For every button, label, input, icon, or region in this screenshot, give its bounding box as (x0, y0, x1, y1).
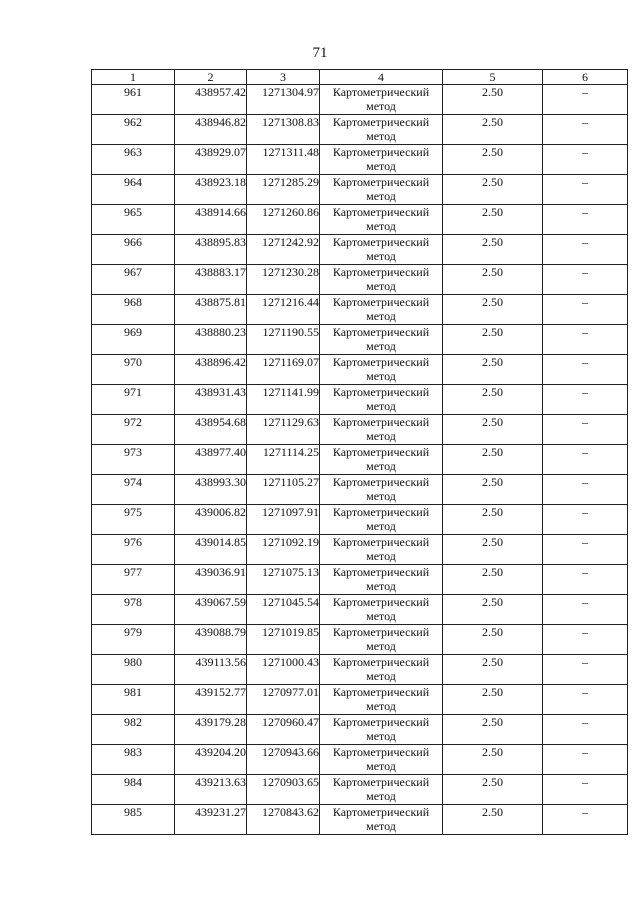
method-line-1: Картометрический (332, 805, 430, 819)
error-value: 2.50 (443, 625, 543, 655)
error-value: 2.50 (443, 235, 543, 265)
extra-value: – (543, 775, 628, 805)
point-number: 975 (92, 505, 175, 535)
coordinate-x: 439014.85 (175, 535, 247, 565)
method-line-2: метод (366, 579, 396, 593)
point-number: 970 (92, 355, 175, 385)
coordinate-x: 438957.42 (175, 85, 247, 115)
method-cell (320, 655, 443, 685)
extra-value: – (543, 145, 628, 175)
coordinate-y: 1271075.13 (247, 565, 320, 595)
coordinate-y: 1271019.85 (247, 625, 320, 655)
method-line-2: метод (366, 519, 396, 533)
extra-value: – (543, 115, 628, 145)
table-row (92, 595, 628, 625)
table-row (92, 715, 628, 745)
table-row (92, 535, 628, 565)
coordinate-y: 1271000.43 (247, 655, 320, 685)
method-line-1: Картометрический (332, 445, 430, 459)
table-row (92, 655, 628, 685)
method-cell (320, 205, 443, 235)
method-line-1: Картометрический (332, 565, 430, 579)
method-cell (320, 475, 443, 505)
table-row (92, 565, 628, 595)
coordinate-x: 438931.43 (175, 385, 247, 415)
method-line-2: метод (366, 669, 396, 683)
page-number: 71 (312, 45, 328, 61)
table-row (92, 235, 628, 265)
point-number: 964 (92, 175, 175, 205)
point-number: 968 (92, 295, 175, 325)
point-number: 961 (92, 85, 175, 115)
extra-value: – (543, 595, 628, 625)
coordinate-y: 1271141.99 (247, 385, 320, 415)
coordinate-y: 1271190.55 (247, 325, 320, 355)
method-line-2: метод (366, 609, 396, 623)
method-line-2: метод (366, 759, 396, 773)
method-line-1: Картометрический (332, 625, 430, 639)
method-line-2: метод (366, 339, 396, 353)
method-cell (320, 295, 443, 325)
coordinate-x: 438875.81 (175, 295, 247, 325)
method-line-1: Картометрический (332, 505, 430, 519)
point-number: 978 (92, 595, 175, 625)
coordinate-x: 439113.56 (175, 655, 247, 685)
method-line-2: метод (366, 639, 396, 653)
coordinate-y: 1271114.25 (247, 445, 320, 475)
table-row (92, 205, 628, 235)
method-cell (320, 715, 443, 745)
method-line-1: Картометрический (332, 115, 430, 129)
method-line-2: метод (366, 729, 396, 743)
point-number: 979 (92, 625, 175, 655)
error-value: 2.50 (443, 775, 543, 805)
extra-value: – (543, 85, 628, 115)
method-line-1: Картометрический (332, 355, 430, 369)
method-line-1: Картометрический (332, 235, 430, 249)
coordinate-y: 1270960.47 (247, 715, 320, 745)
method-line-2: метод (366, 699, 396, 713)
extra-value: – (543, 355, 628, 385)
table-row (92, 385, 628, 415)
coordinate-x: 439006.82 (175, 505, 247, 535)
method-line-2: метод (366, 459, 396, 473)
point-number: 965 (92, 205, 175, 235)
table-row (92, 355, 628, 385)
extra-value: – (543, 655, 628, 685)
method-cell (320, 565, 443, 595)
coordinate-x: 439179.28 (175, 715, 247, 745)
coordinate-x: 438954.68 (175, 415, 247, 445)
coordinate-y: 1270843.62 (247, 805, 320, 835)
error-value: 2.50 (443, 655, 543, 685)
extra-value: – (543, 445, 628, 475)
extra-value: – (543, 715, 628, 745)
coordinate-x: 438883.17 (175, 265, 247, 295)
point-number: 972 (92, 415, 175, 445)
method-cell (320, 685, 443, 715)
point-number: 966 (92, 235, 175, 265)
method-line-1: Картометрический (332, 715, 430, 729)
table-row (92, 265, 628, 295)
error-value: 2.50 (443, 475, 543, 505)
point-number: 985 (92, 805, 175, 835)
method-cell (320, 445, 443, 475)
method-line-1: Картометрический (332, 175, 430, 189)
method-cell (320, 145, 443, 175)
error-value: 2.50 (443, 745, 543, 775)
coordinates-table (91, 69, 628, 835)
coordinate-y: 1270903.65 (247, 775, 320, 805)
method-line-1: Картометрический (332, 535, 430, 549)
method-line-2: метод (366, 99, 396, 113)
coordinate-x: 439231.27 (175, 805, 247, 835)
extra-value: – (543, 325, 628, 355)
error-value: 2.50 (443, 505, 543, 535)
column-header-x: 2 (175, 70, 247, 85)
coordinate-x: 438914.66 (175, 205, 247, 235)
table-row (92, 775, 628, 805)
point-number: 971 (92, 385, 175, 415)
error-value: 2.50 (443, 85, 543, 115)
coordinate-x: 438895.83 (175, 235, 247, 265)
coordinate-x: 438929.07 (175, 145, 247, 175)
coordinate-y: 1271169.07 (247, 355, 320, 385)
error-value: 2.50 (443, 175, 543, 205)
coordinate-x: 438993.30 (175, 475, 247, 505)
method-cell (320, 775, 443, 805)
table-row (92, 175, 628, 205)
point-number: 974 (92, 475, 175, 505)
table-row (92, 325, 628, 355)
method-cell (320, 115, 443, 145)
table-row (92, 745, 628, 775)
coordinate-x: 439067.59 (175, 595, 247, 625)
method-cell (320, 235, 443, 265)
column-header-extra: 6 (543, 70, 628, 85)
coordinate-x: 439152.77 (175, 685, 247, 715)
error-value: 2.50 (443, 115, 543, 145)
coordinate-y: 1271216.44 (247, 295, 320, 325)
error-value: 2.50 (443, 385, 543, 415)
method-line-1: Картометрический (332, 685, 430, 699)
extra-value: – (543, 475, 628, 505)
error-value: 2.50 (443, 325, 543, 355)
point-number: 982 (92, 715, 175, 745)
method-line-2: метод (366, 429, 396, 443)
method-line-1: Картометрический (332, 595, 430, 609)
point-number: 980 (92, 655, 175, 685)
extra-value: – (543, 805, 628, 835)
method-cell (320, 805, 443, 835)
method-cell (320, 535, 443, 565)
method-line-1: Картометрический (332, 265, 430, 279)
coordinate-y: 1271304.97 (247, 85, 320, 115)
method-cell (320, 625, 443, 655)
point-number: 976 (92, 535, 175, 565)
error-value: 2.50 (443, 265, 543, 295)
method-cell (320, 85, 443, 115)
coordinate-y: 1271045.54 (247, 595, 320, 625)
method-cell (320, 385, 443, 415)
coordinate-y: 1271311.48 (247, 145, 320, 175)
method-cell (320, 745, 443, 775)
method-cell (320, 325, 443, 355)
coordinate-x: 439204.20 (175, 745, 247, 775)
error-value: 2.50 (443, 685, 543, 715)
extra-value: – (543, 565, 628, 595)
method-line-2: метод (366, 309, 396, 323)
extra-value: – (543, 625, 628, 655)
method-line-2: метод (366, 159, 396, 173)
coordinate-x: 438977.40 (175, 445, 247, 475)
method-line-1: Картометрический (332, 205, 430, 219)
column-header-method: 4 (320, 70, 443, 85)
method-line-2: метод (366, 369, 396, 383)
extra-value: – (543, 685, 628, 715)
error-value: 2.50 (443, 415, 543, 445)
extra-value: – (543, 415, 628, 445)
table-row (92, 805, 628, 835)
coordinate-x: 439088.79 (175, 625, 247, 655)
point-number: 983 (92, 745, 175, 775)
point-number: 981 (92, 685, 175, 715)
method-line-2: метод (366, 549, 396, 563)
coordinate-y: 1271097.91 (247, 505, 320, 535)
table-row (92, 445, 628, 475)
method-line-2: метод (366, 279, 396, 293)
point-number: 984 (92, 775, 175, 805)
extra-value: – (543, 535, 628, 565)
method-line-2: метод (366, 249, 396, 263)
extra-value: – (543, 385, 628, 415)
column-header-error: 5 (443, 70, 543, 85)
coordinate-x: 438896.42 (175, 355, 247, 385)
method-line-1: Картометрический (332, 325, 430, 339)
error-value: 2.50 (443, 565, 543, 595)
point-number: 969 (92, 325, 175, 355)
method-line-1: Картометрический (332, 415, 430, 429)
error-value: 2.50 (443, 595, 543, 625)
method-line-2: метод (366, 399, 396, 413)
error-value: 2.50 (443, 295, 543, 325)
method-line-2: метод (366, 129, 396, 143)
method-cell (320, 415, 443, 445)
point-number: 963 (92, 145, 175, 175)
column-header-y: 3 (247, 70, 320, 85)
coordinate-y: 1271105.27 (247, 475, 320, 505)
method-line-2: метод (366, 789, 396, 803)
table-header-row (92, 70, 628, 85)
extra-value: – (543, 295, 628, 325)
method-line-2: метод (366, 189, 396, 203)
coordinate-y: 1270943.66 (247, 745, 320, 775)
table-row (92, 85, 628, 115)
error-value: 2.50 (443, 805, 543, 835)
method-cell (320, 265, 443, 295)
extra-value: – (543, 175, 628, 205)
coordinate-x: 439213.63 (175, 775, 247, 805)
coordinate-y: 1271230.28 (247, 265, 320, 295)
method-line-2: метод (366, 489, 396, 503)
coordinate-y: 1271092.19 (247, 535, 320, 565)
error-value: 2.50 (443, 715, 543, 745)
method-line-1: Картометрический (332, 655, 430, 669)
coordinate-y: 1271260.86 (247, 205, 320, 235)
coordinate-x: 439036.91 (175, 565, 247, 595)
coordinate-x: 438880.23 (175, 325, 247, 355)
table-row (92, 295, 628, 325)
coordinate-x: 438946.82 (175, 115, 247, 145)
error-value: 2.50 (443, 355, 543, 385)
point-number: 967 (92, 265, 175, 295)
method-line-1: Картометрический (332, 145, 430, 159)
coordinate-y: 1271129.63 (247, 415, 320, 445)
error-value: 2.50 (443, 205, 543, 235)
method-cell (320, 175, 443, 205)
table-row (92, 115, 628, 145)
extra-value: – (543, 505, 628, 535)
point-number: 977 (92, 565, 175, 595)
point-number: 962 (92, 115, 175, 145)
coordinate-y: 1270977.01 (247, 685, 320, 715)
extra-value: – (543, 745, 628, 775)
method-line-2: метод (366, 819, 396, 833)
method-line-2: метод (366, 219, 396, 233)
coordinate-y: 1271242.92 (247, 235, 320, 265)
error-value: 2.50 (443, 145, 543, 175)
extra-value: – (543, 205, 628, 235)
table-row (92, 625, 628, 655)
extra-value: – (543, 265, 628, 295)
method-line-1: Картометрический (332, 475, 430, 489)
coordinate-y: 1271308.83 (247, 115, 320, 145)
method-cell (320, 505, 443, 535)
point-number: 973 (92, 445, 175, 475)
table-row (92, 685, 628, 715)
coordinate-y: 1271285.29 (247, 175, 320, 205)
column-header-number: 1 (92, 70, 175, 85)
table-body (92, 85, 628, 835)
method-line-1: Картометрический (332, 775, 430, 789)
table-row (92, 415, 628, 445)
method-line-1: Картометрический (332, 85, 430, 99)
method-line-1: Картометрический (332, 745, 430, 759)
method-cell (320, 595, 443, 625)
error-value: 2.50 (443, 535, 543, 565)
table-row (92, 505, 628, 535)
table-row (92, 475, 628, 505)
extra-value: – (543, 235, 628, 265)
method-line-1: Картометрический (332, 385, 430, 399)
error-value: 2.50 (443, 445, 543, 475)
method-line-1: Картометрический (332, 295, 430, 309)
coordinate-x: 438923.18 (175, 175, 247, 205)
method-cell (320, 355, 443, 385)
table-row (92, 145, 628, 175)
